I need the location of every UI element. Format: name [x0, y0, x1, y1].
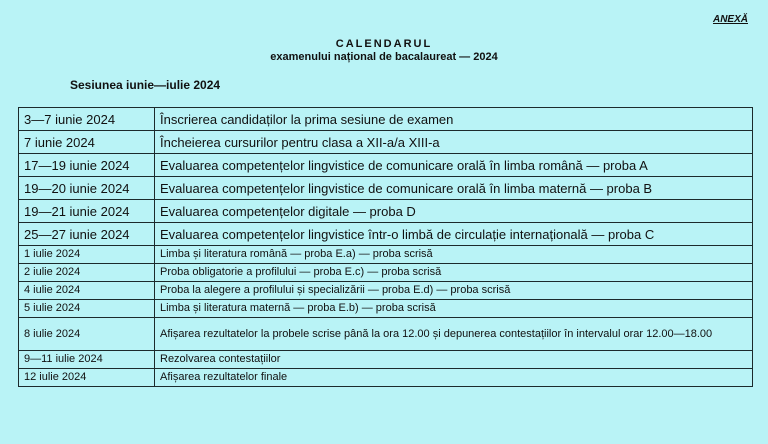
date-cell: 2 iulie 2024 — [19, 264, 155, 282]
event-cell: Înscrierea candidaților la prima sesiune de examen — [155, 108, 753, 131]
document-header — [0, 38, 768, 64]
table-row — [19, 131, 753, 154]
table-row — [19, 223, 753, 246]
table-row — [19, 177, 753, 200]
event-cell: Afișarea rezultatelor la probele scrise până la ora 12.00 și depunerea contestațiilor în intervalul orar 12.00—18.00 — [155, 318, 753, 351]
table-row — [19, 318, 753, 351]
event-cell: Evaluarea competențelor lingvistice de comunicare orală în limba română — proba A — [155, 154, 753, 177]
table-row — [19, 369, 753, 387]
event-cell: Evaluarea competențelor digitale — proba D — [155, 200, 753, 223]
table-row — [19, 300, 753, 318]
date-cell: 19—20 iunie 2024 — [19, 177, 155, 200]
date-cell: 4 iulie 2024 — [19, 282, 155, 300]
table-row — [19, 282, 753, 300]
date-cell: 17—19 iunie 2024 — [19, 154, 155, 177]
date-cell: 19—21 iunie 2024 — [19, 200, 155, 223]
table-row — [19, 200, 753, 223]
table-row — [19, 108, 753, 131]
table-row — [19, 351, 753, 369]
date-cell: 8 iulie 2024 — [19, 318, 155, 351]
table-row — [19, 246, 753, 264]
table-row — [19, 264, 753, 282]
event-cell: Limba și literatura română — proba E.a) — proba scrisă — [155, 246, 753, 264]
date-cell: 25—27 iunie 2024 — [19, 223, 155, 246]
table-row — [19, 154, 753, 177]
session-heading: Sesiunea iunie—iulie 2024 — [70, 78, 221, 92]
date-cell: 12 iulie 2024 — [19, 369, 155, 387]
event-cell: Proba la alegere a profilului și specializării — proba E.d) — proba scrisă — [155, 282, 753, 300]
date-cell: 1 iulie 2024 — [19, 246, 155, 264]
date-cell: 7 iunie 2024 — [19, 131, 155, 154]
date-cell: 9—11 iulie 2024 — [19, 351, 155, 369]
event-cell: Afișarea rezultatelor finale — [155, 369, 753, 387]
date-cell: 3—7 iunie 2024 — [19, 108, 155, 131]
event-cell: Proba obligatorie a profilului — proba E.c) — proba scrisă — [155, 264, 753, 282]
date-cell: 5 iulie 2024 — [19, 300, 155, 318]
annex-label: ANEXĂ — [712, 14, 748, 25]
event-cell: Evaluarea competențelor lingvistice de comunicare orală în limba maternă — proba B — [155, 177, 753, 200]
event-cell: Încheierea cursurilor pentru clasa a XII-a/a XIII-a — [155, 131, 753, 154]
exam-calendar-table — [18, 107, 753, 387]
event-cell: Limba și literatura maternă — proba E.b) — proba scrisă — [155, 300, 753, 318]
document-subtitle: examenului național de bacalaureat — 2024 — [270, 51, 498, 63]
event-cell: Evaluarea competențelor lingvistice într-o limbă de circulație internațională — proba C — [155, 223, 753, 246]
document-title: CALENDARUL — [335, 38, 433, 50]
event-cell: Rezolvarea contestațiilor — [155, 351, 753, 369]
